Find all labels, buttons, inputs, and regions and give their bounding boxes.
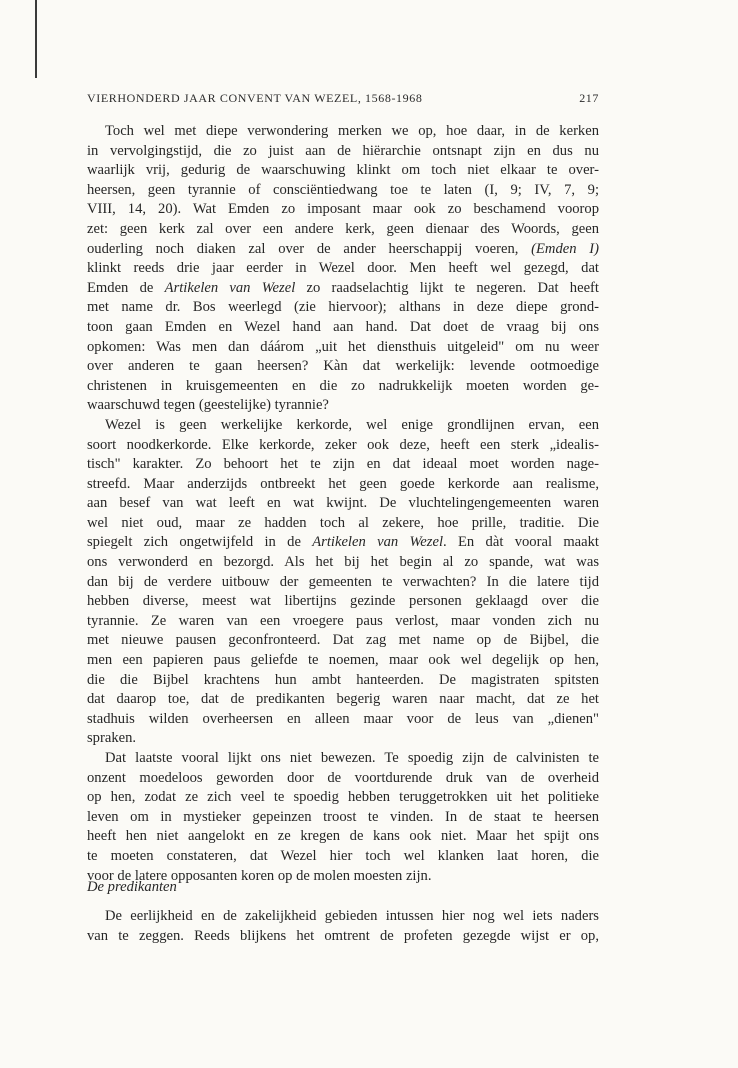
text-line: christenen in kruisgemeenten en die zo nadrukkelijk moeten worden ge- <box>87 377 599 394</box>
text-line: Toch wel met diepe verwondering merken we op, hoe daar, in de kerken <box>105 123 599 139</box>
text-line: soort noodkerkorde. Elke kerkorde, zeker ook deze, heeft een sterk „idealis- <box>87 436 599 453</box>
text-line: Wezel is geen werkelijke kerkorde, wel enige grondlijnen ervan, een <box>105 416 599 433</box>
header-title: VIERHONDERD JAAR CONVENT VAN WEZEL, 1568-1968 <box>87 91 423 105</box>
text-line: spiegelt zich ongetwijfeld in de Artikelen van Wezel. En dàt vooral maakt <box>87 534 599 551</box>
text-line: men een papieren paus geliefde te noemen, maar ook wel degelijk op hen, <box>87 652 599 669</box>
text-line: Emden de Artikelen van Wezel zo raadselachtig lijkt te negeren. Dat heeft <box>87 279 599 296</box>
text-line: in vervolgingstijd, die zo juist aan de hiërarchie ontsnapt zijn en dus nu <box>87 142 599 159</box>
text-line: tyrannie. Ze waren van een vroegere paus verlost, maar vonden zich nu <box>87 612 599 629</box>
text-line: spraken. <box>87 730 137 747</box>
text-line: opkomen: Was men dan dáárom „uit het diensthuis uitgeleid" om nu weer <box>87 338 599 355</box>
text-line: ouderling noch diaken zal over de ander heerschappij voeren, (Emden I) <box>87 240 599 257</box>
section-body <box>87 907 599 946</box>
text-line: waarlijk vrij, gedurig de waarschuwing klinkt om toch niet elkaar te over- <box>87 162 599 179</box>
text-line: dat daarop toe, dat de predikanten begerig waren naar macht, dat ze het <box>87 691 599 708</box>
text-line: waarschuwd tegen (geestelijke) tyrannie? <box>87 397 329 414</box>
text-line: zet: geen kerk zal over een andere kerk, geen dienaar des Woords, geen <box>87 220 599 237</box>
text-line: van te zeggen. Reeds blijkens het omtrent de profeten gezegde wijst er op, <box>87 927 599 944</box>
text-line: met name dr. Bos weerlegd (zie hiervoor); althans in deze diepe grond- <box>87 299 599 316</box>
scan-edge-line <box>35 0 37 78</box>
text-line: te moeten constateren, dat Wezel hier toch wel klanken laat horen, die <box>87 847 599 864</box>
body-text <box>87 122 599 886</box>
text-line: stadhuis wilden overheersen en alleen maar voor de leus van „dienen" <box>87 710 599 727</box>
text-line: die die Bijbel krachtens hun ambt hanteerden. De magistraten spitsten <box>87 671 599 688</box>
text-line: De eerlijkheid en de zakelijkheid gebieden intussen hier nog wel iets naders <box>105 908 599 924</box>
text-line: wel niet oud, maar ze hadden toch al zekere, hoe prille, traditie. Die <box>87 514 599 531</box>
text-line: VIII, 14, 20). Wat Emden zo imposant maar ook zo beschamend voorop <box>87 201 599 218</box>
page-number: 217 <box>579 91 599 105</box>
text-line: ons verwonderd en bezorgd. Als het bij het begin al zo spande, wat was <box>87 554 599 571</box>
text-line: klinkt reeds drie jaar eerder in Wezel door. Men heeft wel gezegd, dat <box>87 260 599 277</box>
paragraph-2 <box>87 416 599 749</box>
text-line: met nieuwe pausen geconfronteerd. Dat zag met name op de Bijbel, die <box>87 632 599 649</box>
text-line: Dat laatste vooral lijkt ons niet bewezen. Te spoedig zijn de calvinisten te <box>105 750 599 766</box>
paragraph-1 <box>87 122 599 416</box>
text-line: leven om in mystieker gepeinzen troost te vinden. In de staat te heersen <box>87 808 599 825</box>
section-heading: De predikanten <box>87 879 177 895</box>
text-line: hebben diverse, meest wat libertijns gezinde personen geklaagd over die <box>87 593 599 610</box>
text-line: heeft hen niet aangelokt en ze kregen de kans ook niet. Maar het spijt ons <box>87 828 599 845</box>
text-line: heersen, geen tyrannie of consciëntiedwang toe te laten (I, 9; IV, 7, 9; <box>87 181 599 198</box>
text-line: over anderen te gaan heersen? Kàn dat werkelijk: levende ootmoedige <box>87 358 599 375</box>
text-line: tisch" karakter. Zo behoort het te zijn en dat ideaal moet worden nage- <box>87 456 599 473</box>
paragraph-3 <box>87 749 599 886</box>
text-line: toon gaan Emden en Wezel hand aan hand. Dat doet de vraag bij ons <box>87 318 599 335</box>
text-line: voor de latere opposanten koren op de molen moesten zijn. <box>87 867 432 884</box>
text-line: aan besef van wat leeft en wat kwijnt. De vluchtelingengemeenten waren <box>87 495 599 512</box>
text-line: streefd. Maar anderzijds ontbreekt het geen goede kerkorde aan realisme, <box>87 475 599 492</box>
text-line: dan bij de verdere uitbouw der gemeenten te verwachten? In die latere tijd <box>87 573 599 590</box>
text-line: onzent moedeloos geworden door de voortdurende druk van de overheid <box>87 769 599 786</box>
text-line: op hen, zodat ze zich veel te spoedig hebben teruggetrokken uit het politieke <box>87 789 599 806</box>
